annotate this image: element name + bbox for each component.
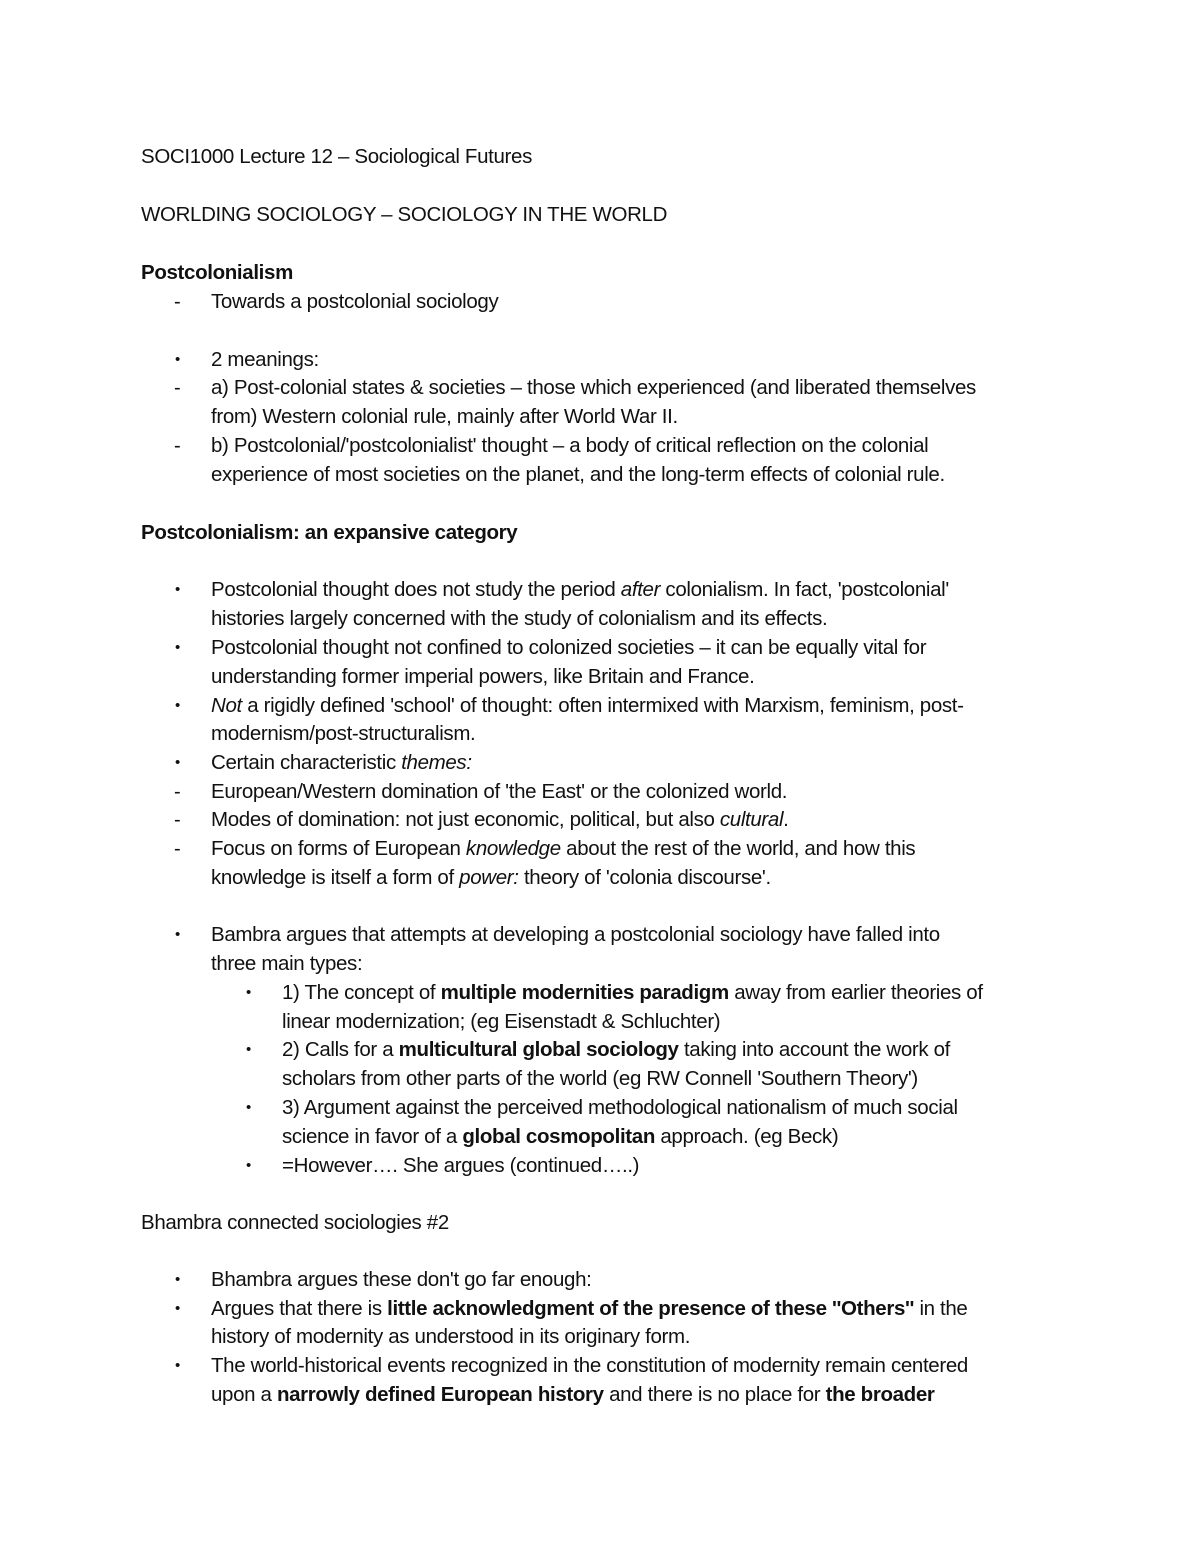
dash-marker: -	[174, 435, 181, 457]
dash-marker: -	[174, 291, 181, 313]
bullet-marker: •	[175, 1271, 180, 1288]
list-item-text: b) Postcolonial/'postcolonialist' thought – a body of critical reflection on the colonial	[211, 434, 929, 457]
dash-marker: -	[174, 838, 181, 860]
dash-marker: -	[174, 377, 181, 399]
list-item-text: Focus on forms of European knowledge about the rest of the world, and how this	[211, 837, 916, 860]
dash-marker: -	[174, 809, 181, 831]
bullet-marker: •	[175, 754, 180, 771]
bullet-marker: •	[175, 697, 180, 714]
heading-bhambra: Bhambra connected sociologies #2	[141, 1211, 449, 1234]
list-item-text: understanding former imperial powers, like Britain and France.	[211, 665, 755, 688]
list-item-text: Postcolonial thought not confined to colonized societies – it can be equally vital for	[211, 636, 927, 659]
list-item-text: upon a narrowly defined European history and there is no place for the broader	[211, 1383, 935, 1406]
heading-postcolonialism: Postcolonialism	[141, 261, 293, 284]
bullet-marker: •	[175, 1300, 180, 1317]
bullet-marker: •	[175, 581, 180, 598]
sub-list-item-text: scholars from other parts of the world (eg RW Connell 'Southern Theory')	[282, 1067, 918, 1090]
bullet-marker: •	[246, 984, 251, 1001]
heading-expansive-category: Postcolonialism: an expansive category	[141, 521, 518, 544]
bullet-marker: •	[246, 1041, 251, 1058]
dash-marker: -	[174, 781, 181, 803]
sub-list-item-text: 3) Argument against the perceived methodological nationalism of much social	[282, 1096, 958, 1119]
sub-list-item-text: 2) Calls for a multicultural global sociology taking into account the work of	[282, 1038, 951, 1061]
list-item-text: Bhambra argues these don't go far enough:	[211, 1268, 592, 1291]
list-item-text: Argues that there is little acknowledgment of the presence of these ''Others'' in the	[211, 1297, 968, 1320]
sub-list-item-text: 1) The concept of multiple modernities paradigm away from earlier theories of	[282, 981, 983, 1004]
bullet-marker: •	[246, 1157, 251, 1174]
list-item-text: Bambra argues that attempts at developing a postcolonial sociology have falled into	[211, 923, 940, 946]
list-item-text: Towards a postcolonial sociology	[211, 290, 499, 313]
bullet-marker: •	[175, 926, 180, 943]
list-item-text: Not a rigidly defined 'school' of thought: often intermixed with Marxism, feminism, post-	[211, 694, 964, 717]
list-item-text: European/Western domination of 'the East' or the colonized world.	[211, 780, 788, 803]
sub-list-item-text: =However…. She argues (continued…..)	[282, 1154, 640, 1177]
bullet-marker: •	[175, 639, 180, 656]
list-item-text: histories largely concerned with the study of colonialism and its effects.	[211, 607, 828, 630]
list-item-text: from) Western colonial rule, mainly after World War II.	[211, 405, 678, 428]
list-item-text: Certain characteristic themes:	[211, 751, 472, 774]
section-subtitle: WORLDING SOCIOLOGY – SOCIOLOGY IN THE WORLD	[141, 203, 668, 226]
bullet-marker: •	[246, 1099, 251, 1116]
bullet-marker: •	[175, 1357, 180, 1374]
list-item-text: The world-historical events recognized in the constitution of modernity remain centered	[211, 1354, 968, 1377]
list-item-text: 2 meanings:	[211, 348, 319, 371]
document-title: SOCI1000 Lecture 12 – Sociological Futures	[141, 145, 532, 168]
list-item-text: Postcolonial thought does not study the period after colonialism. In fact, 'postcolonial'	[211, 578, 949, 601]
list-item-text: knowledge is itself a form of power: theory of 'colonia discourse'.	[211, 866, 771, 889]
list-item-text: history of modernity as understood in its originary form.	[211, 1325, 691, 1348]
list-item-text: a) Post-colonial states & societies – those which experienced (and liberated themselves	[211, 376, 976, 399]
list-item-text: three main types:	[211, 952, 363, 975]
sub-list-item-text: linear modernization; (eg Eisenstadt & Schluchter)	[282, 1010, 721, 1033]
list-item-text: Modes of domination: not just economic, political, but also cultural.	[211, 808, 789, 831]
list-item-text: experience of most societies on the planet, and the long-term effects of colonial rule.	[211, 463, 945, 486]
list-item-text: modernism/post-structuralism.	[211, 722, 476, 745]
bullet-marker: •	[175, 351, 180, 368]
sub-list-item-text: science in favor of a global cosmopolitan approach. (eg Beck)	[282, 1125, 839, 1148]
